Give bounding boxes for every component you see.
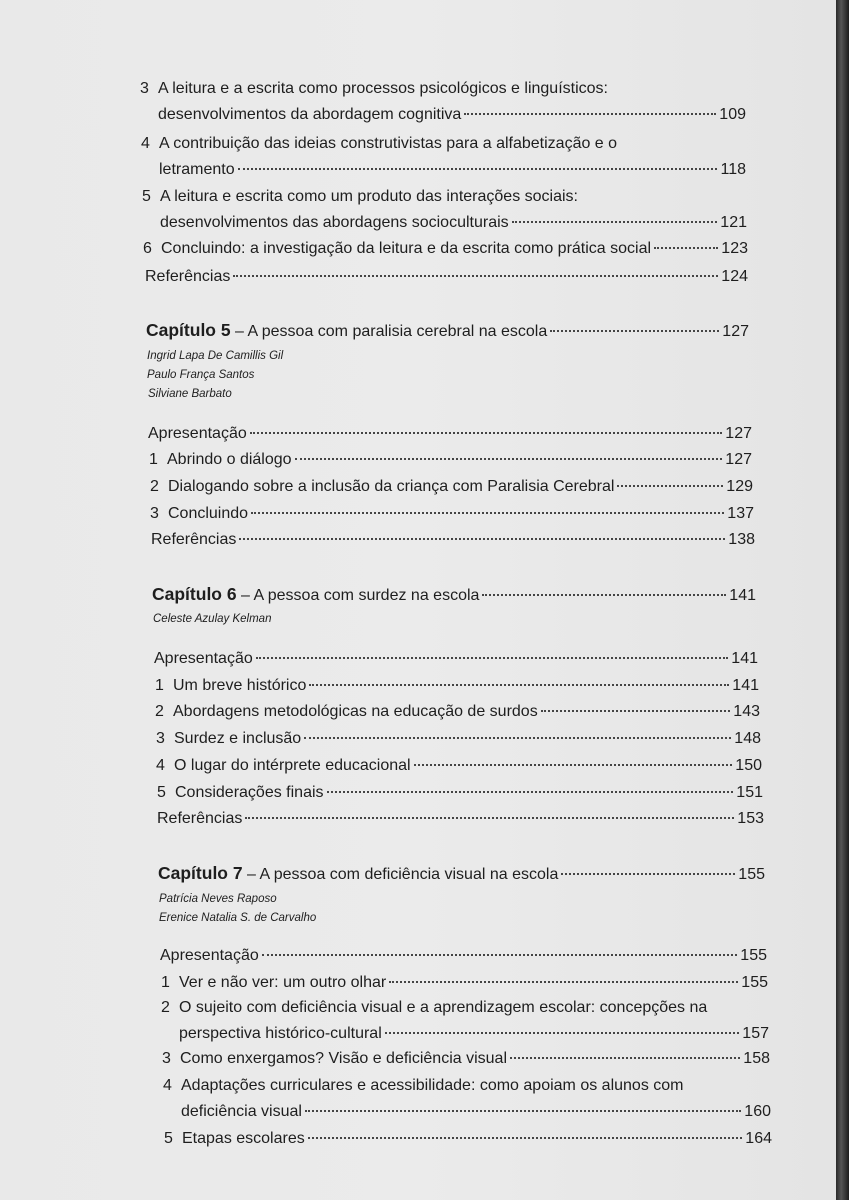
entry-title: A leitura e a escrita como processos psicológicos e linguísticos: [158, 80, 608, 97]
dot-leader [464, 113, 716, 115]
toc-entry [150, 501, 754, 527]
entry-title: Ver e não ver: um outro olhar [179, 974, 387, 991]
toc-entry [160, 943, 767, 969]
page-number: 127 [725, 425, 752, 442]
page-number: 155 [740, 947, 767, 964]
dot-leader [308, 1137, 743, 1139]
entry-number: 4 [163, 1077, 172, 1094]
dot-leader [233, 275, 718, 277]
toc-entry [156, 726, 761, 752]
toc-entry [163, 1073, 771, 1125]
dot-leader [541, 710, 731, 712]
entry-title: A contribuição das ideias construtivistas para a alfabetização e o [159, 135, 618, 152]
page-number: 155 [741, 974, 768, 991]
chapter-author: Celeste Azulay Kelman [153, 613, 272, 625]
toc-entry [140, 76, 746, 128]
dot-leader [389, 981, 738, 983]
dot-leader [512, 221, 718, 223]
chapter-author: Silviane Barbato [148, 388, 232, 400]
toc-entry [151, 527, 755, 553]
dot-leader [510, 1057, 740, 1059]
chapter-heading [152, 582, 756, 608]
entry-title: Referências [145, 268, 231, 285]
page-number: 158 [743, 1050, 770, 1067]
page-number: 121 [720, 214, 747, 231]
chapter-title: – A pessoa com surdez na escola [241, 587, 480, 604]
page-number: 138 [728, 531, 755, 548]
toc-entry [141, 131, 746, 183]
dot-leader [654, 247, 718, 249]
chapter-title: – A pessoa com deficiência visual na escola [247, 866, 559, 883]
dot-leader [550, 330, 719, 332]
dot-leader [262, 954, 738, 956]
entry-title-continued: letramento [159, 161, 235, 178]
dot-leader [561, 873, 735, 875]
entry-title: Referências [157, 810, 243, 827]
toc-entry [143, 236, 748, 262]
entry-title-continued: desenvolvimentos das abordagens socioculturais [160, 214, 509, 231]
entry-title-continued: deficiência visual [181, 1103, 302, 1120]
page-number: 124 [721, 268, 748, 285]
entry-title: Abrindo o diálogo [167, 451, 292, 468]
chapter-heading [146, 318, 749, 344]
toc-entry [157, 806, 764, 832]
page-number: 160 [744, 1103, 771, 1120]
page-number: 118 [720, 161, 746, 178]
entry-title: Surdez e inclusão [174, 730, 302, 747]
entry-number: 6 [143, 240, 152, 257]
page-number: 127 [725, 451, 752, 468]
entry-title: Adaptações curriculares e acessibilidade: como apoiam os alunos com [181, 1077, 684, 1094]
chapter-label: Capítulo 7 [158, 863, 243, 883]
entry-title: A leitura e escrita como um produto das interações sociais: [160, 188, 578, 205]
toc-entry [161, 995, 769, 1047]
dot-leader [309, 684, 729, 686]
toc-entry [155, 699, 760, 725]
entry-title: O sujeito com deficiência visual e a aprendizagem escolar: concepções na [179, 999, 708, 1016]
entry-number: 4 [156, 757, 165, 774]
entry-number: 5 [142, 188, 151, 205]
chapter-heading [158, 861, 765, 887]
toc-entry [150, 474, 753, 500]
toc-entry [157, 780, 763, 806]
dot-leader [304, 737, 731, 739]
entry-number: 5 [157, 784, 166, 801]
entry-number: 3 [162, 1050, 171, 1067]
entry-number: 1 [161, 974, 170, 991]
toc-entry [161, 970, 768, 996]
chapter-author: Ingrid Lapa De Camillis Gil [147, 350, 284, 362]
chapter-label: Capítulo 6 [152, 584, 237, 604]
entry-number: 1 [155, 677, 164, 694]
page-number: 157 [742, 1025, 769, 1042]
dot-leader [239, 538, 725, 540]
entry-title-continued: perspectiva histórico-cultural [179, 1025, 382, 1042]
page-edge-shadow [836, 0, 849, 1200]
entry-number: 2 [161, 999, 170, 1016]
page-number: 123 [721, 240, 748, 257]
page-number: 127 [722, 323, 749, 340]
dot-leader [305, 1110, 741, 1112]
toc-entry [154, 646, 758, 672]
page-number: 143 [733, 703, 760, 720]
page-number: 109 [719, 106, 746, 123]
chapter-title: – A pessoa com paralisia cerebral na escola [235, 323, 548, 340]
toc-entry [142, 184, 747, 236]
toc-entry [164, 1126, 772, 1152]
entry-title: Apresentação [148, 425, 247, 442]
entry-title: Um breve histórico [173, 677, 307, 694]
entry-title: Etapas escolares [182, 1130, 305, 1147]
entry-title: Abordagens metodológicas na educação de surdos [173, 703, 538, 720]
dot-leader [256, 657, 729, 659]
toc-entry [155, 673, 759, 699]
toc-entry [162, 1046, 770, 1072]
dot-leader [385, 1032, 740, 1034]
entry-title: Concluindo [168, 505, 249, 522]
dot-leader [251, 512, 724, 514]
chapter-author: Paulo França Santos [147, 369, 255, 381]
toc-entry [145, 264, 748, 290]
entry-title: Considerações finais [175, 784, 324, 801]
entry-title: Apresentação [154, 650, 253, 667]
toc-entry [149, 447, 752, 473]
entry-number: 1 [149, 451, 158, 468]
dot-leader [250, 432, 723, 434]
page-number: 150 [735, 757, 762, 774]
entry-number: 2 [150, 478, 159, 495]
dot-leader [245, 817, 734, 819]
page-number: 148 [734, 730, 761, 747]
dot-leader [414, 764, 733, 766]
dot-leader [327, 791, 734, 793]
dot-leader [617, 485, 723, 487]
entry-title: O lugar do intérprete educacional [174, 757, 411, 774]
entry-title-continued: desenvolvimentos da abordagem cognitiva [158, 106, 462, 123]
entry-number: 3 [150, 505, 159, 522]
chapter-label: Capítulo 5 [146, 320, 231, 340]
dot-leader [238, 168, 718, 170]
entry-title: Referências [151, 531, 237, 548]
page-number: 141 [729, 587, 756, 604]
entry-number: 5 [164, 1130, 173, 1147]
page-number: 151 [736, 784, 763, 801]
page-number: 164 [745, 1130, 772, 1147]
dot-leader [482, 594, 726, 596]
page-number: 129 [726, 478, 753, 495]
page-number: 155 [738, 866, 765, 883]
chapter-author: Erenice Natalia S. de Carvalho [159, 912, 317, 924]
entry-number: 3 [156, 730, 165, 747]
entry-title: Apresentação [160, 947, 259, 964]
entry-title: Dialogando sobre a inclusão da criança com Paralisia Cerebral [168, 478, 615, 495]
dot-leader [295, 458, 723, 460]
entry-number: 4 [141, 135, 150, 152]
entry-number: 3 [140, 80, 149, 97]
entry-number: 2 [155, 703, 164, 720]
toc-entry [148, 421, 752, 447]
chapter-author: Patrícia Neves Raposo [159, 893, 277, 905]
entry-title: Como enxergamos? Visão e deficiência visual [180, 1050, 507, 1067]
page-number: 141 [732, 677, 759, 694]
entry-title: Concluindo: a investigação da leitura e da escrita como prática social [161, 240, 652, 257]
page-number: 141 [731, 650, 758, 667]
page-number: 137 [727, 505, 754, 522]
page-number: 153 [737, 810, 764, 827]
toc-entry [156, 753, 762, 779]
